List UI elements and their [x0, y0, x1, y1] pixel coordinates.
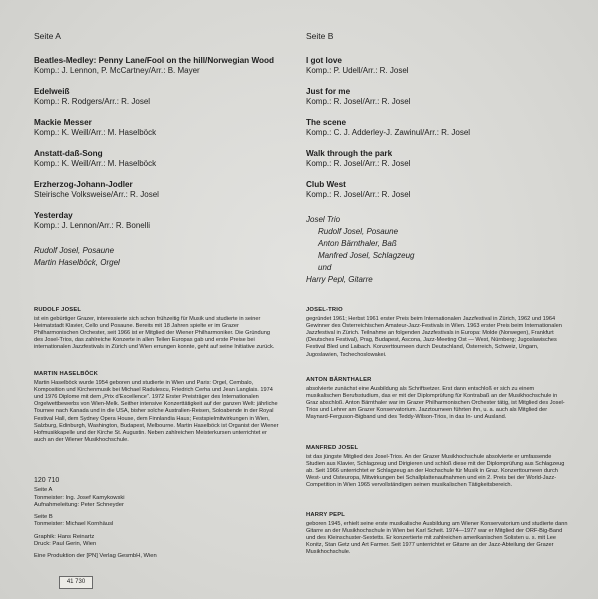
track-b4 — [306, 148, 576, 169]
box-number: 41 730 — [59, 576, 93, 589]
track-b3 — [306, 117, 576, 138]
track-a3 — [34, 117, 304, 138]
bio-rudolf-josel — [34, 307, 280, 352]
side-b-label: Seite B — [306, 31, 334, 41]
bio-heading: MARTIN HASELBÖCK — [34, 371, 99, 377]
bio-heading: RUDOLF JOSEL — [34, 307, 82, 313]
track-b1 — [306, 55, 576, 76]
track-a1 — [34, 55, 304, 76]
track-title: The scene — [306, 118, 347, 127]
performer: Rudolf Josel, Posaune — [34, 246, 115, 255]
bio-text: gegründet 1961; Herbst 1961 erster Preis beim Internationalen Jazzfestival in Zürich, 1962 und 1964 Gewinner des Österreichischen Amateur-Jazz-Festivals in Wien. 1963 erster Preis beim Internationalen Jazzfestival in Zürich. Teilnahme an folgenden Jazzfestivals in Europa: Molde (Norwegen), Frankfurt (Deutsches Festival), Prag, Budapest, Ascona, Jazz-Meeting Ost — West, Nürnberg; Jugoslawisches Festival Bled und Laibach. Konzerttourneen durch Deutschland, Österreich, Schweiz, Ungarn, Jugoslawien, Tschechoslowakei. — [306, 316, 562, 358]
track-credit: Komp.: P. Udell/Arr.: R. Josel — [306, 66, 409, 75]
produktion-credit: Eine Produktion der [PN] Verlag GesmbH, Wien — [34, 553, 157, 560]
track-title: Beatles-Medley: Penny Lane/Fool on the hill/Norwegian Wood — [34, 56, 275, 65]
track-credit: Komp.: R. Josel/Arr.: R. Josel — [306, 159, 411, 168]
bio-heading: MANFRED JOSEL — [306, 445, 359, 451]
track-b5 — [306, 179, 576, 200]
bio-manfred-josel — [306, 445, 568, 490]
bio-text: Martin Haselböck wurde 1954 geboren und studierte in Wien und Paris: Orgel, Cembalo, Komposition und Kirchenmusik bei Michael Radulescu, Friedrich Cerha und Jean Langlais. 1974 und 1976 Diplome mit dem „Prix d’Excellence“. 1972 Erster Preisträger des Internationalen Orgelwettbewerbs von Wien-Melk. Seither intensive Konzerttätigkeit auf der ganzen Welt: jährliche Tournee nach Kanada und in die USA, bisher solche Australien-Reisen, Soloabende in der Royal Festival Hall, dem Sydney Opera House, dem Finnlandia Haus; Festspielmitwirkungen in Wien, Salzburg, Edinburgh, Washington, Budapest, Melbourne. Martin Haselböck ist Organist der Wiener Hofmusikkapelle und der Kirche St. Augustin. Neben zahlreichen Meisterkursen unterrichtet er auch an der Wiener Musikhochschule. — [34, 380, 279, 443]
bio-martin-haselboeck — [34, 371, 280, 444]
side-a-column — [34, 31, 304, 269]
performer: Rudolf Josel, Posaune — [318, 227, 399, 236]
graphik-credit: Graphik: Hans Reinartz — [34, 533, 95, 540]
track-title: Edelweiß — [34, 87, 70, 96]
track-credit: Komp.: C. J. Adderley-J. Zawinul/Arr.: R. Josel — [306, 128, 471, 137]
bio-heading: JOSEL-TRIO — [306, 307, 343, 313]
track-credit: Komp.: K. Weill/Arr.: M. Haselböck — [34, 159, 157, 168]
catalog-number: 120 710 — [34, 477, 60, 484]
bio-text: absolvierte zunächst eine Ausbildung als Schriftsetzer. Erst dann entschloß er sich zu einem musikalischen Berufsstudium, das er mit der Diplomprüfung für Kontrabaß an der Musikhochschule in Graz abschloß. Anton Bärnthaler war im Grazer Philharmonischen Orchester tätig, ist Mitglied des Josel-Trios und Lehrer am Grazer Konservatorium. Jazztourneen führten ihn, u. a. auch als Mitglied der Maynard-Ferguson-Bigband und des Teddy-Wilson-Trios, in das In- und Ausland. — [306, 386, 565, 421]
track-credit: Komp.: R. Josel/Arr.: R. Josel — [306, 190, 411, 199]
track-a6 — [34, 210, 304, 231]
track-b2 — [306, 86, 576, 107]
bio-text: ist das jüngste Mitglied des Josel-Trios. An der Grazer Musikhochschule absolvierte er umfassende Studien aus Klavier, Schlagzeug und Dirigieren und schloß diese mit der Diplomprüfung aus Schlagzeug ab. Seit 1966 unterrichtet er Schlagzeug an der Hochschule für Musik in Graz. Konzerttourneen durch West- und Osteuropa, Mitwirkungen bei Schallplattenaufnahmen und ein 2. Preis bei der World-Jazz-Competition in Wien 1965 vervollständigen seinen musikalischen Tätigkeitsbereich. — [306, 454, 565, 489]
bio-josel-trio — [306, 307, 568, 359]
group-name: Josel Trio — [306, 215, 341, 224]
track-title: Mackie Messer — [34, 118, 92, 127]
side-b-credit-label: Seite B — [34, 514, 53, 521]
track-title: Club West — [306, 180, 346, 189]
performer: Anton Bärnthaler, Baß — [318, 239, 397, 248]
bio-harry-pepl — [306, 512, 568, 557]
track-title: Anstatt-daß-Song — [34, 149, 103, 158]
bio-text: geboren 1945, erhielt seine erste musikalische Ausbildung am Wiener Konservatorium und studierte dann Gitarre an der Musikhochschule in Wien bei Karl Scheit. 1974—1977 war er Mitglied der ORF-Big-Band und des Kleinschuster-Sextetts. Er konzertierte mit zahlreichen amerikanischen Solisten u. s. mit Lee Konitz, Stan Getz und Art Farmer. Seit 1977 unterrichtet er Gitarre an der Jazz-Abteilung der Grazer Musikhochschule. — [306, 521, 568, 556]
track-credit: Komp.: R. Rodgers/Arr.: R. Josel — [34, 97, 151, 106]
track-a2 — [34, 86, 304, 107]
track-a4 — [34, 148, 304, 169]
performer: Harry Pepl, Gitarre — [306, 275, 373, 284]
track-title: Just for me — [306, 87, 351, 96]
bio-heading: HARRY PEPL — [306, 512, 346, 518]
track-credit: Komp.: K. Weill/Arr.: M. Haselböck — [34, 128, 157, 137]
bio-anton-baernthaler — [306, 377, 568, 422]
und-text: und — [318, 263, 332, 272]
performer: Manfred Josel, Schlagzeug — [318, 251, 415, 260]
track-credit: Komp.: J. Lennon/Arr.: R. Bonelli — [34, 221, 151, 230]
production-credits — [34, 477, 274, 561]
track-credit: Steirische Volksweise/Arr.: R. Josel — [34, 190, 159, 199]
track-title: Walk through the park — [306, 149, 393, 158]
aufnahmeleitung: Aufnahmeleitung: Peter Schneyder — [34, 501, 124, 508]
performer: Martin Haselböck, Orgel — [34, 258, 120, 267]
track-title: I got love — [306, 56, 342, 65]
side-b-column — [306, 31, 576, 286]
tonmeister-a: Tonmeister: Ing. Josef Kamykowski — [34, 494, 125, 501]
side-a-credit-label: Seite A — [34, 487, 53, 494]
bio-heading: ANTON BÄRNTHALER — [306, 377, 372, 383]
track-title: Erzherzog-Johann-Jodler — [34, 180, 133, 189]
bio-text: ist ein gebürtiger Grazer, interessierte sich schon frühzeitig für Musik und studierte in seiner Heimatstadt Klavier, Cello und Posaune. Bereits mit 18 Jahren spielte er im Grazer Philharmonischen Orchester, seit 1966 ist er Mitglied der Wiener Philharmoniker. Die Gründung des Josel-Trios, das zahlreiche Konzerte in allen Teilen Europas gab und erste Preise bei internationalen Jazzfestivals in Zürich und Wien errungen konnte, geht auf seine Initiative zurück. — [34, 316, 275, 351]
track-credit: Komp.: R. Josel/Arr.: R. Josel — [306, 97, 411, 106]
track-title: Yesterday — [34, 211, 73, 220]
track-credit: Komp.: J. Lennon, P. McCartney/Arr.: B. Mayer — [34, 66, 200, 75]
side-a-label: Seite A — [34, 31, 61, 41]
track-a5 — [34, 179, 304, 200]
druck-credit: Druck: Paul Gerin, Wien — [34, 541, 97, 548]
tonmeister-b: Tonmeister: Michael Kornhäusl — [34, 521, 114, 528]
